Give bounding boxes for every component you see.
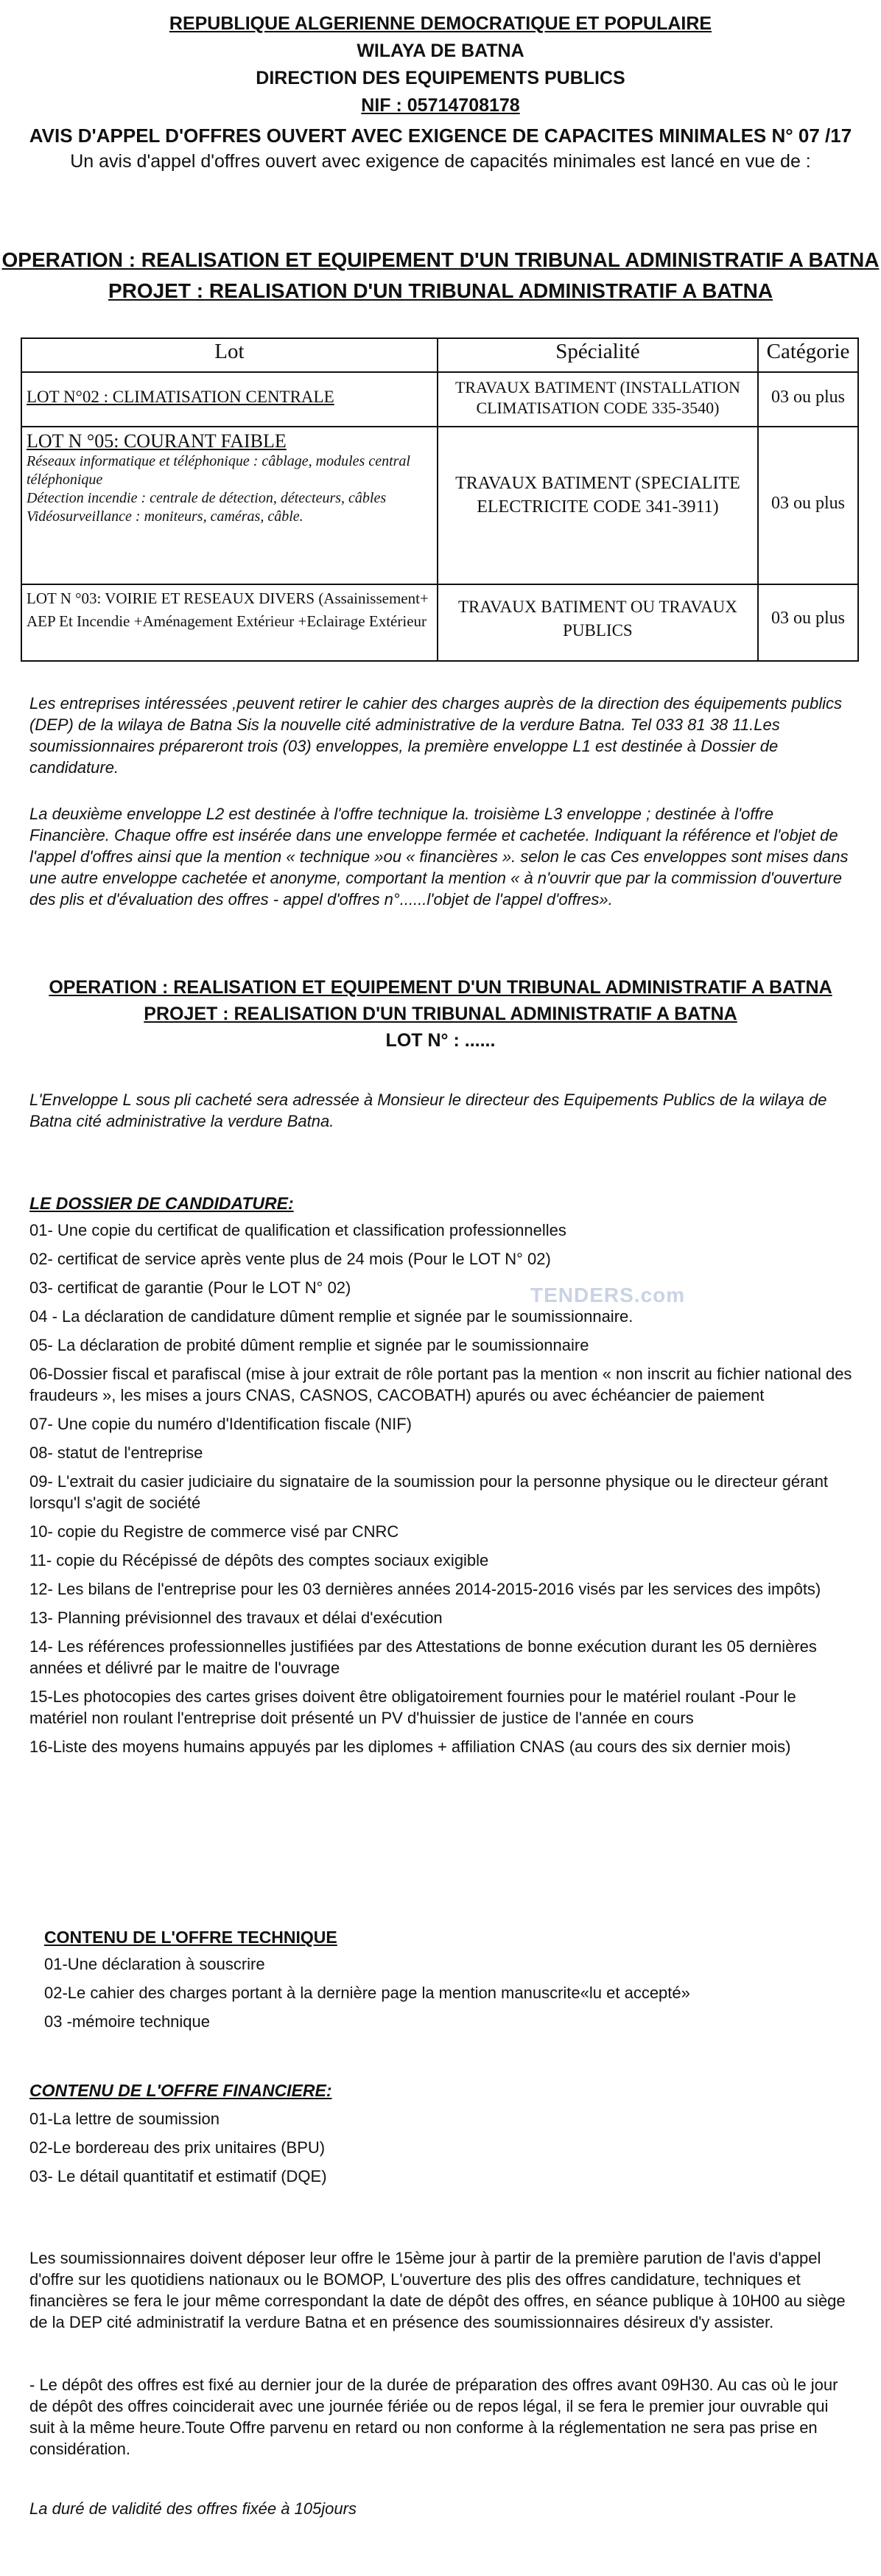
- tech-title: CONTENU DE L'OFFRE TECHNIQUE: [44, 1928, 337, 1947]
- header-line3: DIRECTION DES EQUIPEMENTS PUBLICS: [256, 68, 625, 88]
- lot-name: LOT N °03: VOIRIE ET RESEAUX DIVERS (Assainissement+ AEP Et Incendie +Aménagement Extérieur +Eclairage Extérieur: [27, 589, 429, 630]
- list-item: 13- Planning prévisionnel des travaux et délai d'exécution: [29, 1609, 443, 1627]
- operation-block: [0, 245, 881, 307]
- lot-name: LOT N °05: COURANT FAIBLE: [27, 430, 287, 452]
- list-item: 08- statut de l'entreprise: [29, 1443, 203, 1462]
- col-header-specialite: Spécialité: [438, 338, 758, 372]
- header-nif: NIF : 05714708178: [361, 95, 520, 116]
- header-line1: REPUBLIQUE ALGERIENNE DEMOCRATIQUE ET POPULAIRE: [169, 13, 712, 34]
- paragraph-depot: Les soumissionnaires doivent déposer leur offre le 15ème jour à partir de la première parution de l'avis d'appel d'offre sur les quotidiens nationaux ou le BOMOP, L'ouverture des plis des offres candidature, techniques et financières se fera le jour même correspondant la date de dépôt des offres, en séance publique à 10H00 au siège de la DEP cité administratif la verdure Batna et en présence des soumissionnaires désireux d'y assister.: [29, 2249, 846, 2331]
- dossier-title: LE DOSSIER DE CANDIDATURE:: [29, 1194, 294, 1213]
- lot-categorie: 03 ou plus: [758, 372, 858, 427]
- lot-specialite: TRAVAUX BATIMENT OU TRAVAUX PUBLICS: [438, 584, 758, 661]
- lot-categorie: 03 ou plus: [758, 584, 858, 661]
- list-item: 02-Le bordereau des prix unitaires (BPU): [29, 2138, 326, 2157]
- lot-description: Réseaux informatique et téléphonique : câblage, modules central téléphonique Détection incendie : centrale de détection, détecteurs, câbles Vidéosurveillance : moniteurs, caméras, câble.: [27, 453, 410, 525]
- operation-block-2: [0, 974, 881, 1054]
- list-item: 03- Le détail quantitatif et estimatif (DQE): [29, 2167, 327, 2185]
- list-item: 07- Une copie du numéro d'Identification fiscale (NIF): [29, 1415, 413, 1433]
- paragraph-delai: - Le dépôt des offres est fixé au dernier jour de la durée de préparation des offres avant 09H30. Au cas où le jour de dépôt des offres coinciderait avec une journée fériée ou de repos légal, il se fera le premier jour ouvrable qui suit à la même heure.Toute Offre parvenu en retard ou non conforme à la réglementation ne sera pas prise en considération.: [29, 2376, 838, 2458]
- paragraph-enveloppe-adresse: L'Enveloppe L sous pli cacheté sera adressée à Monsieur le directeur des Equipements Publics de la wilaya de Batna cité administrative la verdure Batna.: [29, 1091, 827, 1130]
- list-item: 01- Une copie du certificat de qualification et classification professionnelles: [29, 1221, 566, 1239]
- list-item: 01-Une déclaration à souscrire: [44, 1955, 265, 1973]
- list-item: 03- certificat de garantie (Pour le LOT N° 02): [29, 1278, 351, 1297]
- dossier-section: [29, 1194, 854, 1765]
- header-line2: WILAYA DE BATNA: [357, 41, 524, 61]
- table-row: [21, 427, 858, 584]
- dossier-list: [29, 1219, 854, 1757]
- lots-table: [21, 337, 859, 662]
- fin-title: CONTENU DE L'OFFRE FINANCIERE:: [29, 2081, 332, 2100]
- list-item: 12- Les bilans de l'entreprise pour les 03 dernières années 2014-2015-2016 visés par les services des impôts): [29, 1580, 821, 1598]
- table-row: [21, 584, 858, 661]
- list-item: 03 -mémoire technique: [44, 2012, 211, 2031]
- fin-section: [29, 2081, 854, 2194]
- operation-title-2: OPERATION : REALISATION ET EQUIPEMENT D'UN TRIBUNAL ADMINISTRATIF A BATNA: [49, 977, 832, 998]
- list-item: 09- L'extrait du casier judiciaire du signataire de la soumission pour la personne physique ou le directeur gérant lorsqu'l s'agit de société: [29, 1472, 829, 1512]
- paragraph-retrait: Les entreprises intéressées ,peuvent retirer le cahier des charges auprès de la direction des équipements publics (DEP) de la wilaya de Batna Sis la nouvelle cité administrative de la verdure Batna. Tel 033 81 38 11.Les soumissionnaires prépareront trois (03) enveloppes, la première enveloppe L1 est destinée à Dossier de candidature.: [29, 694, 843, 777]
- list-item: 01-La lettre de soumission: [29, 2110, 220, 2128]
- avis-title: AVIS D'APPEL D'OFFRES OUVERT AVEC EXIGENCE DE CAPACITES MINIMALES N° 07 /17: [29, 125, 852, 147]
- projet-title: PROJET : REALISATION D'UN TRIBUNAL ADMINISTRATIF A BATNA: [108, 279, 773, 302]
- lot-number-placeholder: LOT N° : ......: [385, 1030, 496, 1051]
- operation-title: OPERATION : REALISATION ET EQUIPEMENT D'UN TRIBUNAL ADMINISTRATIF A BATNA: [1, 248, 880, 271]
- list-item: 14- Les références professionnelles justifiées par des Attestations de bonne exécution durant les 05 dernières années et délivré par le maitre de l'ouvrage: [29, 1637, 817, 1677]
- paragraph-enveloppes: La deuxième enveloppe L2 est destinée à l'offre technique la. troisième L3 enveloppe ; destinée à l'offre Financière. Chaque offre est insérée dans une enveloppe fermée et cachetée. Indiquant la référence et l'objet de l'appel d'offres ainsi que la mention « technique »ou « financières ». selon le cas Ces enveloppes sont mises dans une autre enveloppe cachetée et anonyme, comportant la mention « à n'ouvrir que par la commission d'ouverture des plis et d'évaluation des offres - appel d'offres n°......l'objet de l'appel d'offres».: [29, 805, 849, 909]
- col-header-lot: Lot: [21, 338, 438, 372]
- list-item: 15-Les photocopies des cartes grises doivent être obligatoirement fournies pour le matériel roulant -Pour le matériel non roulant l'entreprise doit présenté un PV d'huissier de justice de l'année en cours: [29, 1687, 796, 1727]
- lot-name: LOT N°02 : CLIMATISATION CENTRALE: [27, 388, 334, 406]
- list-item: 16-Liste des moyens humains appuyés par les diplomes + affiliation CNAS (au cours des six dernier mois): [29, 1737, 791, 1756]
- table-row: [21, 372, 858, 427]
- paragraph-validite: La duré de validité des offres fixée à 105jours: [29, 2499, 357, 2518]
- table-header-row: [21, 338, 858, 372]
- list-item: 04 - La déclaration de candidature dûment remplie et signée par le soumissionnaire.: [29, 1307, 633, 1326]
- tech-section: [44, 1928, 869, 2040]
- tenders-watermark: TENDERS.com: [530, 1284, 686, 1306]
- header: [0, 10, 881, 174]
- list-item: 06-Dossier fiscal et parafiscal (mise à jour extrait de rôle portant pas la mention « non inscrit au fichier national des fraudeurs », les mises a jours CNAS, CASNOS, CACOBATH) apurés ou avec échéancier de paiement: [29, 1365, 852, 1404]
- projet-title-2: PROJET : REALISATION D'UN TRIBUNAL ADMINISTRATIF A BATNA: [144, 1004, 737, 1024]
- list-item: 11- copie du Récépissé de dépôts des comptes sociaux exigible: [29, 1551, 489, 1569]
- list-item: 02-Le cahier des charges portant à la dernière page la mention manuscrite«lu et accepté»: [44, 1984, 690, 2002]
- lot-specialite: TRAVAUX BATIMENT (SPECIALITE ELECTRICITE CODE 341-3911): [438, 427, 758, 584]
- lot-categorie: 03 ou plus: [758, 427, 858, 584]
- list-item: 02- certificat de service après vente plus de 24 mois (Pour le LOT N° 02): [29, 1250, 551, 1268]
- col-header-categorie: Catégorie: [758, 338, 858, 372]
- lot-specialite: TRAVAUX BATIMENT (INSTALLATION CLIMATISATION CODE 335-3540): [438, 372, 758, 427]
- list-item: 10- copie du Registre de commerce visé par CNRC: [29, 1522, 399, 1541]
- list-item: 05- La déclaration de probité dûment remplie et signée par le soumissionnaire: [29, 1336, 589, 1354]
- avis-intro: Un avis d'appel d'offres ouvert avec exigence de capacités minimales est lancé en vue de :: [70, 151, 811, 172]
